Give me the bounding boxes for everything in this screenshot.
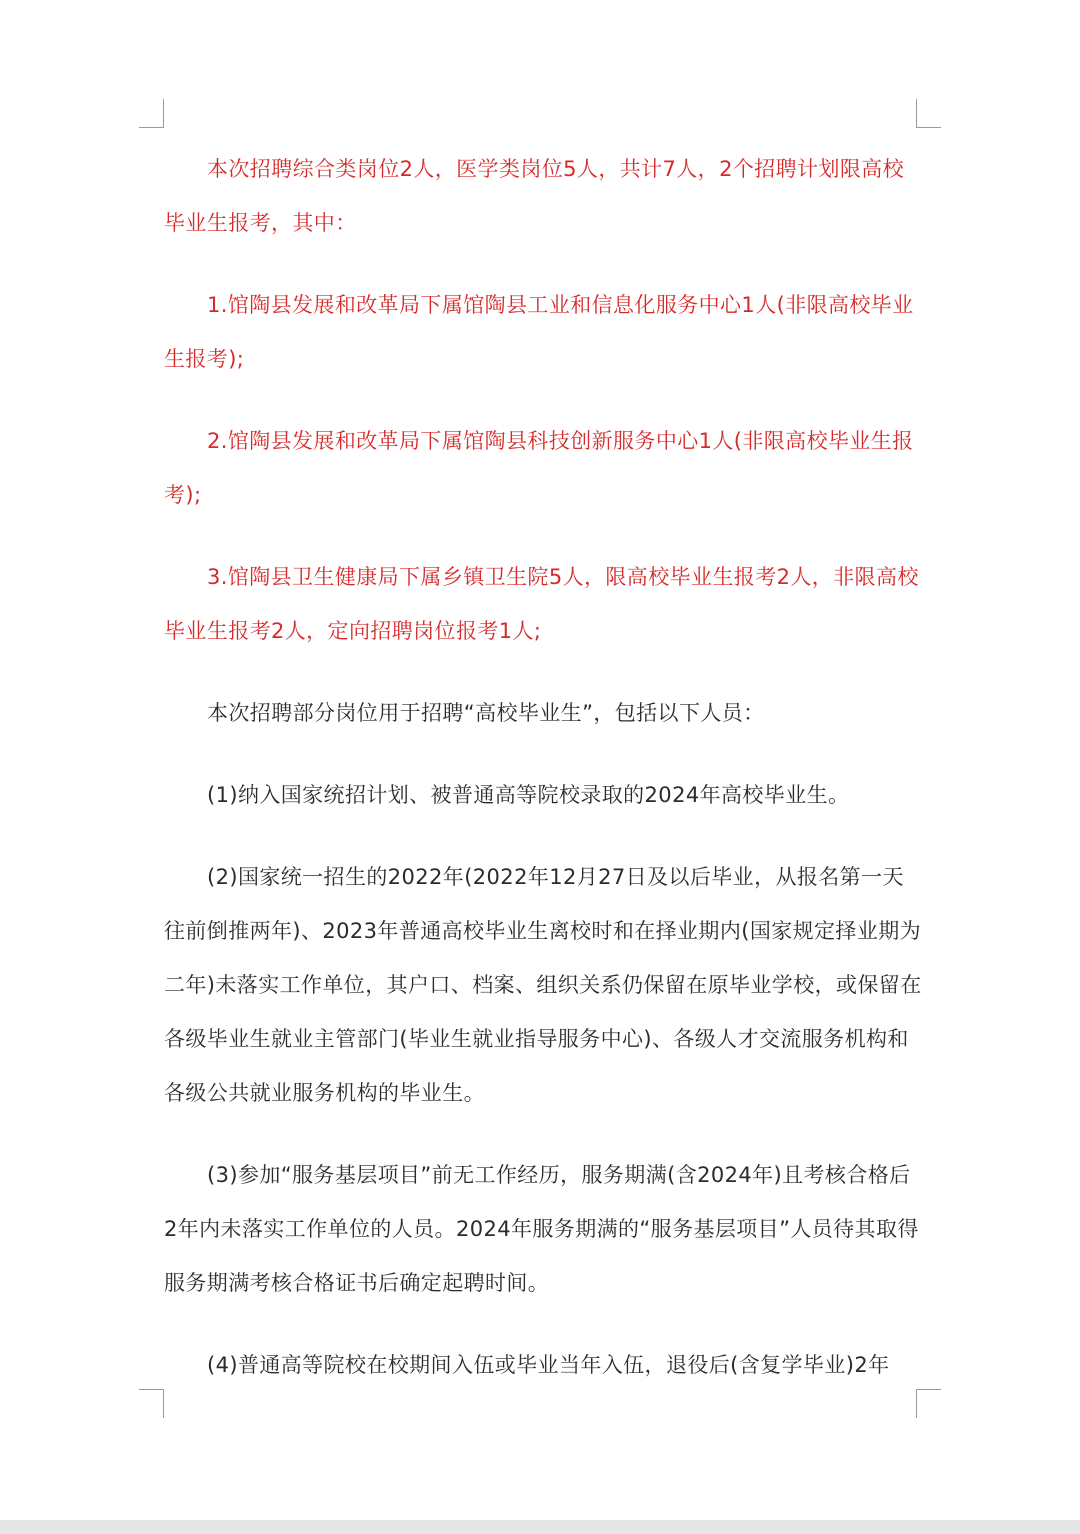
paragraph: 1.馆陶县发展和改革局下属馆陶县工业和信息化服务中心1人(非限高校毕业生报考); — [164, 293, 914, 371]
margin-corner-mark-top-left — [139, 99, 164, 128]
paragraph: 本次招聘综合类岗位2人，医学类岗位5人，共计7人，2个招聘计划限高校毕业生报考，其中： — [164, 157, 905, 235]
paragraph: 3.馆陶县卫生健康局下属乡镇卫生院5人，限高校毕业生报考2人，非限高校毕业生报考2人，定向招聘岗位报考1人; — [164, 565, 919, 643]
paragraph: (1)纳入国家统招计划、被普通高等院校录取的2024年高校毕业生。 — [207, 783, 850, 807]
margin-corner-mark-bottom-left — [139, 1389, 164, 1418]
document-body — [164, 142, 924, 1420]
paragraph: 本次招聘部分岗位用于招聘“高校毕业生”，包括以下人员： — [207, 701, 765, 725]
bottom-scroll-bar[interactable] — [0, 1520, 1080, 1534]
paragraph: (2)国家统一招生的2022年(2022年12月27日及以后毕业，从报名第一天往前倒推两年)、2023年普通高校毕业生离校时和在择业期内(国家规定择业期为二年)未落实工作单位，其户口、档案、组织关系仍保留在原毕业学校，或保留在各级毕业生就业主管部门(毕业生就业指导服务中心)、各级人才交流服务机构和各级公共就业服务机构的毕业生。 — [164, 865, 922, 1105]
paragraph: (3)参加“服务基层项目”前无工作经历，服务期满(含2024年)且考核合格后2年内未落实工作单位的人员。2024年服务期满的“服务基层项目”人员待其取得服务期满考核合格证书后确定起聘时间。 — [164, 1163, 919, 1295]
paragraph: (4)普通高等院校在校期间入伍或毕业当年入伍，退役后(含复学毕业)2年 — [207, 1353, 890, 1377]
margin-corner-mark-top-right — [916, 99, 941, 128]
paragraph: 2.馆陶县发展和改革局下属馆陶县科技创新服务中心1人(非限高校毕业生报考); — [164, 429, 914, 507]
